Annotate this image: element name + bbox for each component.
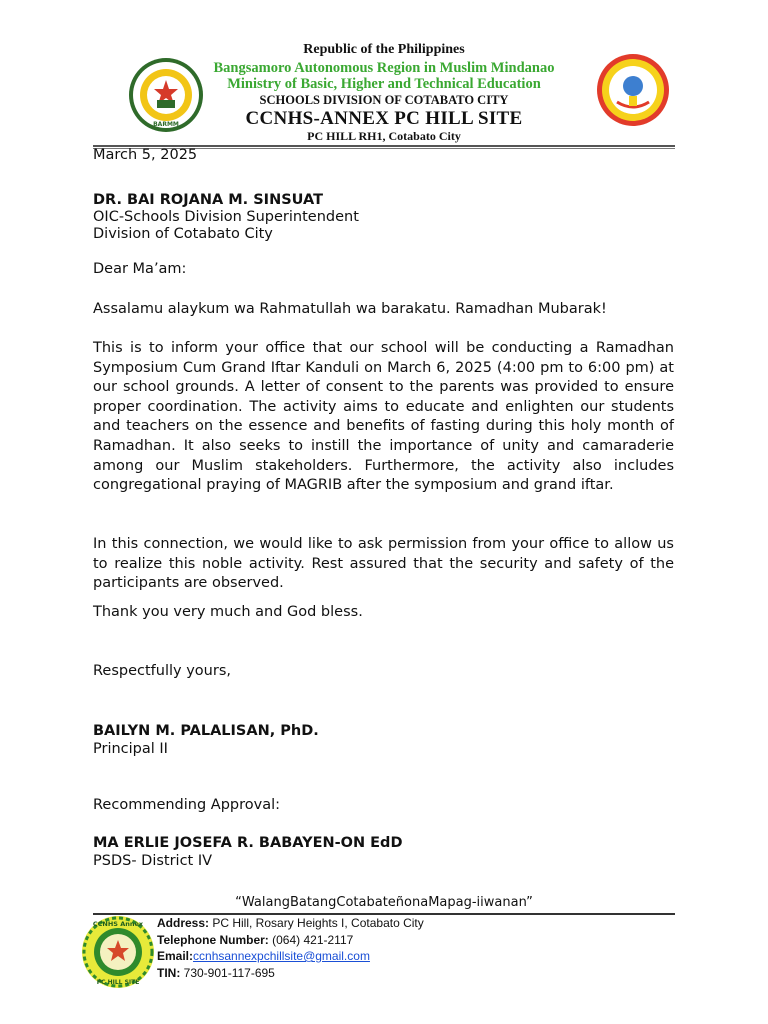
footer-address (157, 916, 424, 930)
recommender-title: PSDS- District IV (93, 853, 213, 869)
footer-address-label: Address: (157, 916, 210, 930)
letter-date: March 5, 2025 (93, 147, 198, 163)
header-school-address: PC HILL RH1, Cotabato City (307, 129, 461, 143)
footer-motto: “WalangBatangCotabateñonaMapag-iiwanan” (235, 895, 533, 910)
header-republic: Republic of the Philippines (303, 42, 465, 57)
header-division: SCHOOLS DIVISION OF COTABATO CITY (259, 93, 509, 107)
body-paragraph-1: This is to inform your office that our school will be conducting a Ramadhan Symposium Cum Grand Iftar Kanduli on March 6, 2025 (4:00 pm to 6:00 pm) at our school grounds. A letter of consent to the parents was provided to ensure proper coordination. The activity aims to educate and enlighten our students and teachers on the essence and benefits of fasting during this holy month of Ramadhan. It also seeks to instill the importance of unity and camaraderie among our Muslim stakeholders. Furthermore, the activity also includes congregational praying of MAGRIB after the symposium and grand iftar. (93, 340, 674, 494)
footer-email (157, 949, 370, 963)
signatory-name: BAILYN M. PALALISAN, PhD. (93, 723, 319, 739)
ccnhs-logo (80, 914, 156, 990)
svg-text:BARMM: BARMM (153, 121, 179, 128)
svg-text:CCNHS Annex: CCNHS Annex (92, 920, 144, 928)
header-region: Bangsamoro Autonomous Region in Muslim Mindanao (213, 60, 555, 76)
thanks-line: Thank you very much and God bless. (93, 604, 363, 620)
recommender-name: MA ERLIE JOSEFA R. BABAYEN-ON EdD (93, 835, 403, 851)
body-paragraph-2: In this connection, we would like to ask permission from your office to allow us to realize this noble activity. Rest assured that the security and safety of the participants are observed. (93, 536, 674, 592)
recipient-name: DR. BAI ROJANA M. SINSUAT (93, 192, 323, 208)
footer-phone-label: Telephone Number: (157, 933, 269, 947)
salutation: Dear Ma’am: (93, 261, 187, 277)
signatory-title: Principal II (93, 741, 168, 757)
footer-email-label: Email: (157, 949, 194, 963)
footer-phone-value: (064) 421-2117 (268, 933, 354, 947)
footer-tin-value: 730-901-117-695 (180, 966, 275, 980)
recipient-office: Division of Cotabato City (93, 226, 273, 242)
header-ministry: Ministry of Basic, Higher and Technical Education (227, 76, 541, 92)
recipient-title: OIC-Schools Division Superintendent (93, 209, 359, 225)
recommending-approval: Recommending Approval: (93, 797, 281, 813)
ccnhs-annex-seal-icon (80, 914, 156, 990)
greeting-line: Assalamu alaykum wa Rahmatullah wa barakatu. Ramadhan Mubarak! (93, 301, 607, 317)
footer-email-link[interactable]: ccnhsannexpchillsite@gmail.com (193, 949, 370, 963)
svg-text:PC HILL SITE: PC HILL SITE (96, 979, 140, 986)
footer-divider (93, 913, 675, 915)
header-school-name: CCNHS-ANNEX PC HILL SITE (245, 108, 523, 129)
footer-tin-label: TIN: (157, 966, 181, 980)
footer-address-value: PC Hill, Rosary Heights I, Cotabato City (209, 916, 424, 930)
footer-tin (157, 966, 275, 980)
closing-line: Respectfully yours, (93, 663, 231, 679)
footer-phone (157, 933, 353, 947)
